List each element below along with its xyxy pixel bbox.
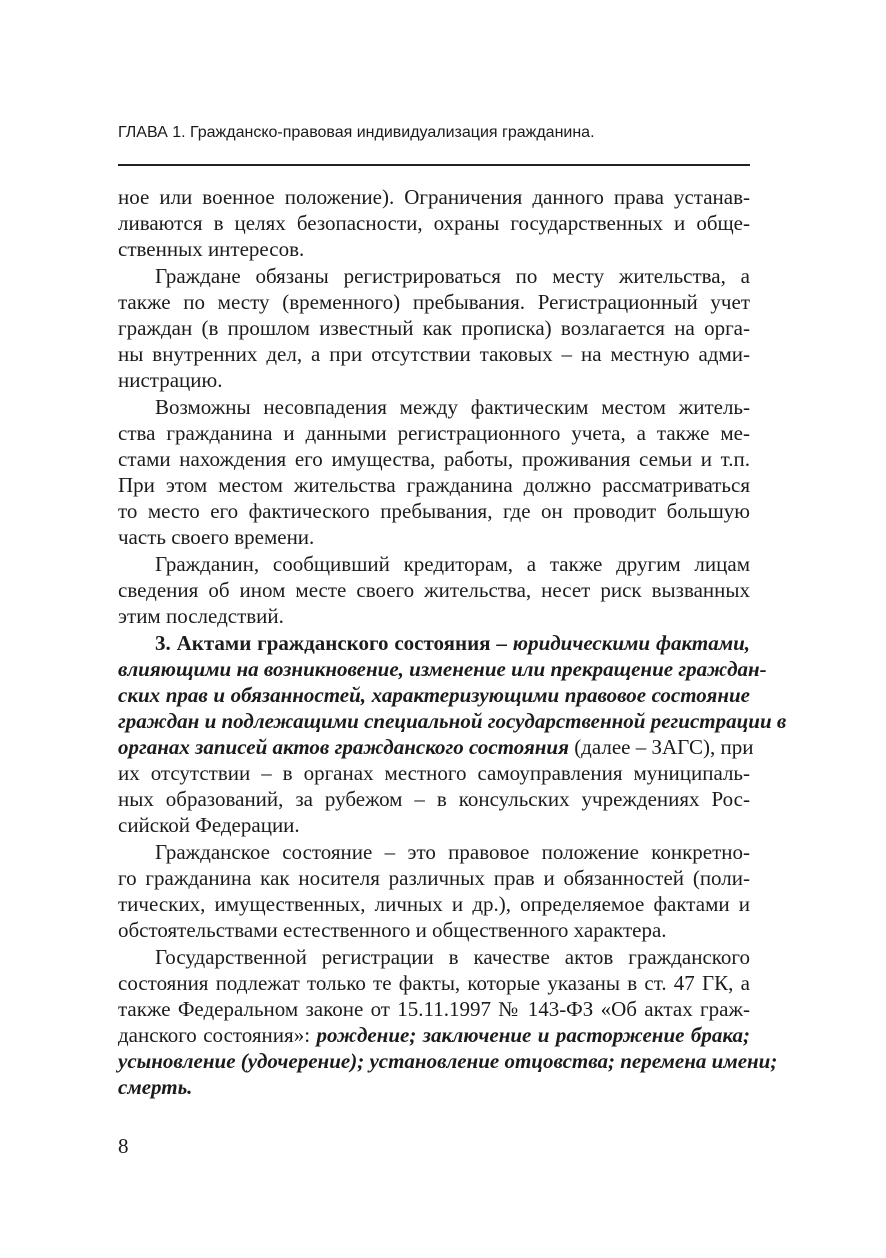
definition-emphasis: органах записей актов гражданского состояния [118,735,569,759]
text-line: Государственной регистрации в качестве актов гражданского [155,945,750,969]
text-line: граждан (в прошлом известный как прописка) возлагается на орга- [118,316,750,340]
definition-emphasis: юридическими фактами, [512,631,751,655]
text-line [118,1022,750,1048]
text-line: ских прав и обязанностей, характеризующими правовое состояние [118,683,750,707]
text-line: ства гражданина и данными регистрационного учета, а также ме- [118,421,750,445]
paragraph-3 [118,394,750,550]
emphasis-text: рождение; заключение и расторжение брака; [316,1023,750,1047]
page-number: 8 [118,1134,129,1158]
text-line: обстоятельствами естественного и общественного характера. [118,918,667,942]
plain-text: (далее – ЗАГС), при [574,735,754,759]
text-line: нистрацию. [118,368,223,392]
text-line: Гражданское состояние – это правовое положение конкретно- [155,840,750,864]
text-line: ное или военное положение). Ограничения данного права устанав- [118,185,750,209]
text-line [118,630,750,656]
header-rule [118,164,750,166]
paragraph-7 [118,944,778,1100]
text-line: ливаются в целях безопасности, охраны государственных и обще- [118,211,750,235]
text-line: Возможны несовпадения между фактическим местом житель- [155,395,750,419]
text-line: их отсутствии – в органах местного самоуправления муниципаль- [118,761,750,785]
text-line: сведения об ином месте своего жительства, несет риск вызванных [118,578,750,602]
paragraph-2 [118,263,750,393]
section-heading: 3. Актами гражданского состояния – [155,631,507,655]
paragraph-1 [118,184,750,262]
text-line: го гражданина как носителя различных прав и обязанностей (поли- [118,866,750,890]
text-line: Граждане обязаны регистрироваться по месту жительства, а [155,264,750,288]
body-text [118,184,787,1100]
running-header: ГЛАВА 1. Гражданско-правовая индивидуализация гражданина. [118,124,595,141]
plain-text: данского состояния»: [118,1023,311,1047]
text-line: ных образований, за рубежом – в консульских учреждениях Рос- [118,787,750,811]
paragraph-4 [118,551,750,629]
text-line: состояния подлежат только те факты, которые указаны в ст. 47 ГК, а [118,971,750,995]
text-line: стами нахождения его имущества, работы, проживания семьи и т.п. [118,447,750,471]
text-line: граждан и подлежащими специальной государственной регистрации в [118,709,787,733]
text-line: Гражданин, сообщивший кредиторам, а также другим лицам [155,552,750,576]
text-line [118,734,754,760]
paragraph-5-civil-status-acts [118,630,787,838]
text-line: сийской Федерации. [118,813,300,837]
text-line: тических, имущественных, личных и др.), определяемое фактами и [118,892,750,916]
text-line: этим последствий. [118,604,284,628]
paragraph-6 [118,839,750,943]
text-line: ственных интересов. [118,237,305,261]
text-line: При этом местом жительства гражданина должно рассматриваться [118,473,750,497]
text-line: ны внутренних дел, а при отсутствии таковых – на местную адми- [118,342,750,366]
text-line: часть своего времени. [118,525,315,549]
text-line: влияющими на возникновение, изменение или прекращение граждан- [118,657,767,681]
text-line: также по месту (временного) пребывания. Регистрационный учет [118,290,750,314]
text-line: то место его фактического пребывания, где он проводит большую [118,499,750,523]
text-line: смерть. [118,1075,193,1099]
text-line: также Федеральном законе от 15.11.1997 № 143-ФЗ «Об актах граж- [118,997,750,1021]
text-line: усыновление (удочерение); установление отцовства; перемена имени; [118,1049,778,1073]
